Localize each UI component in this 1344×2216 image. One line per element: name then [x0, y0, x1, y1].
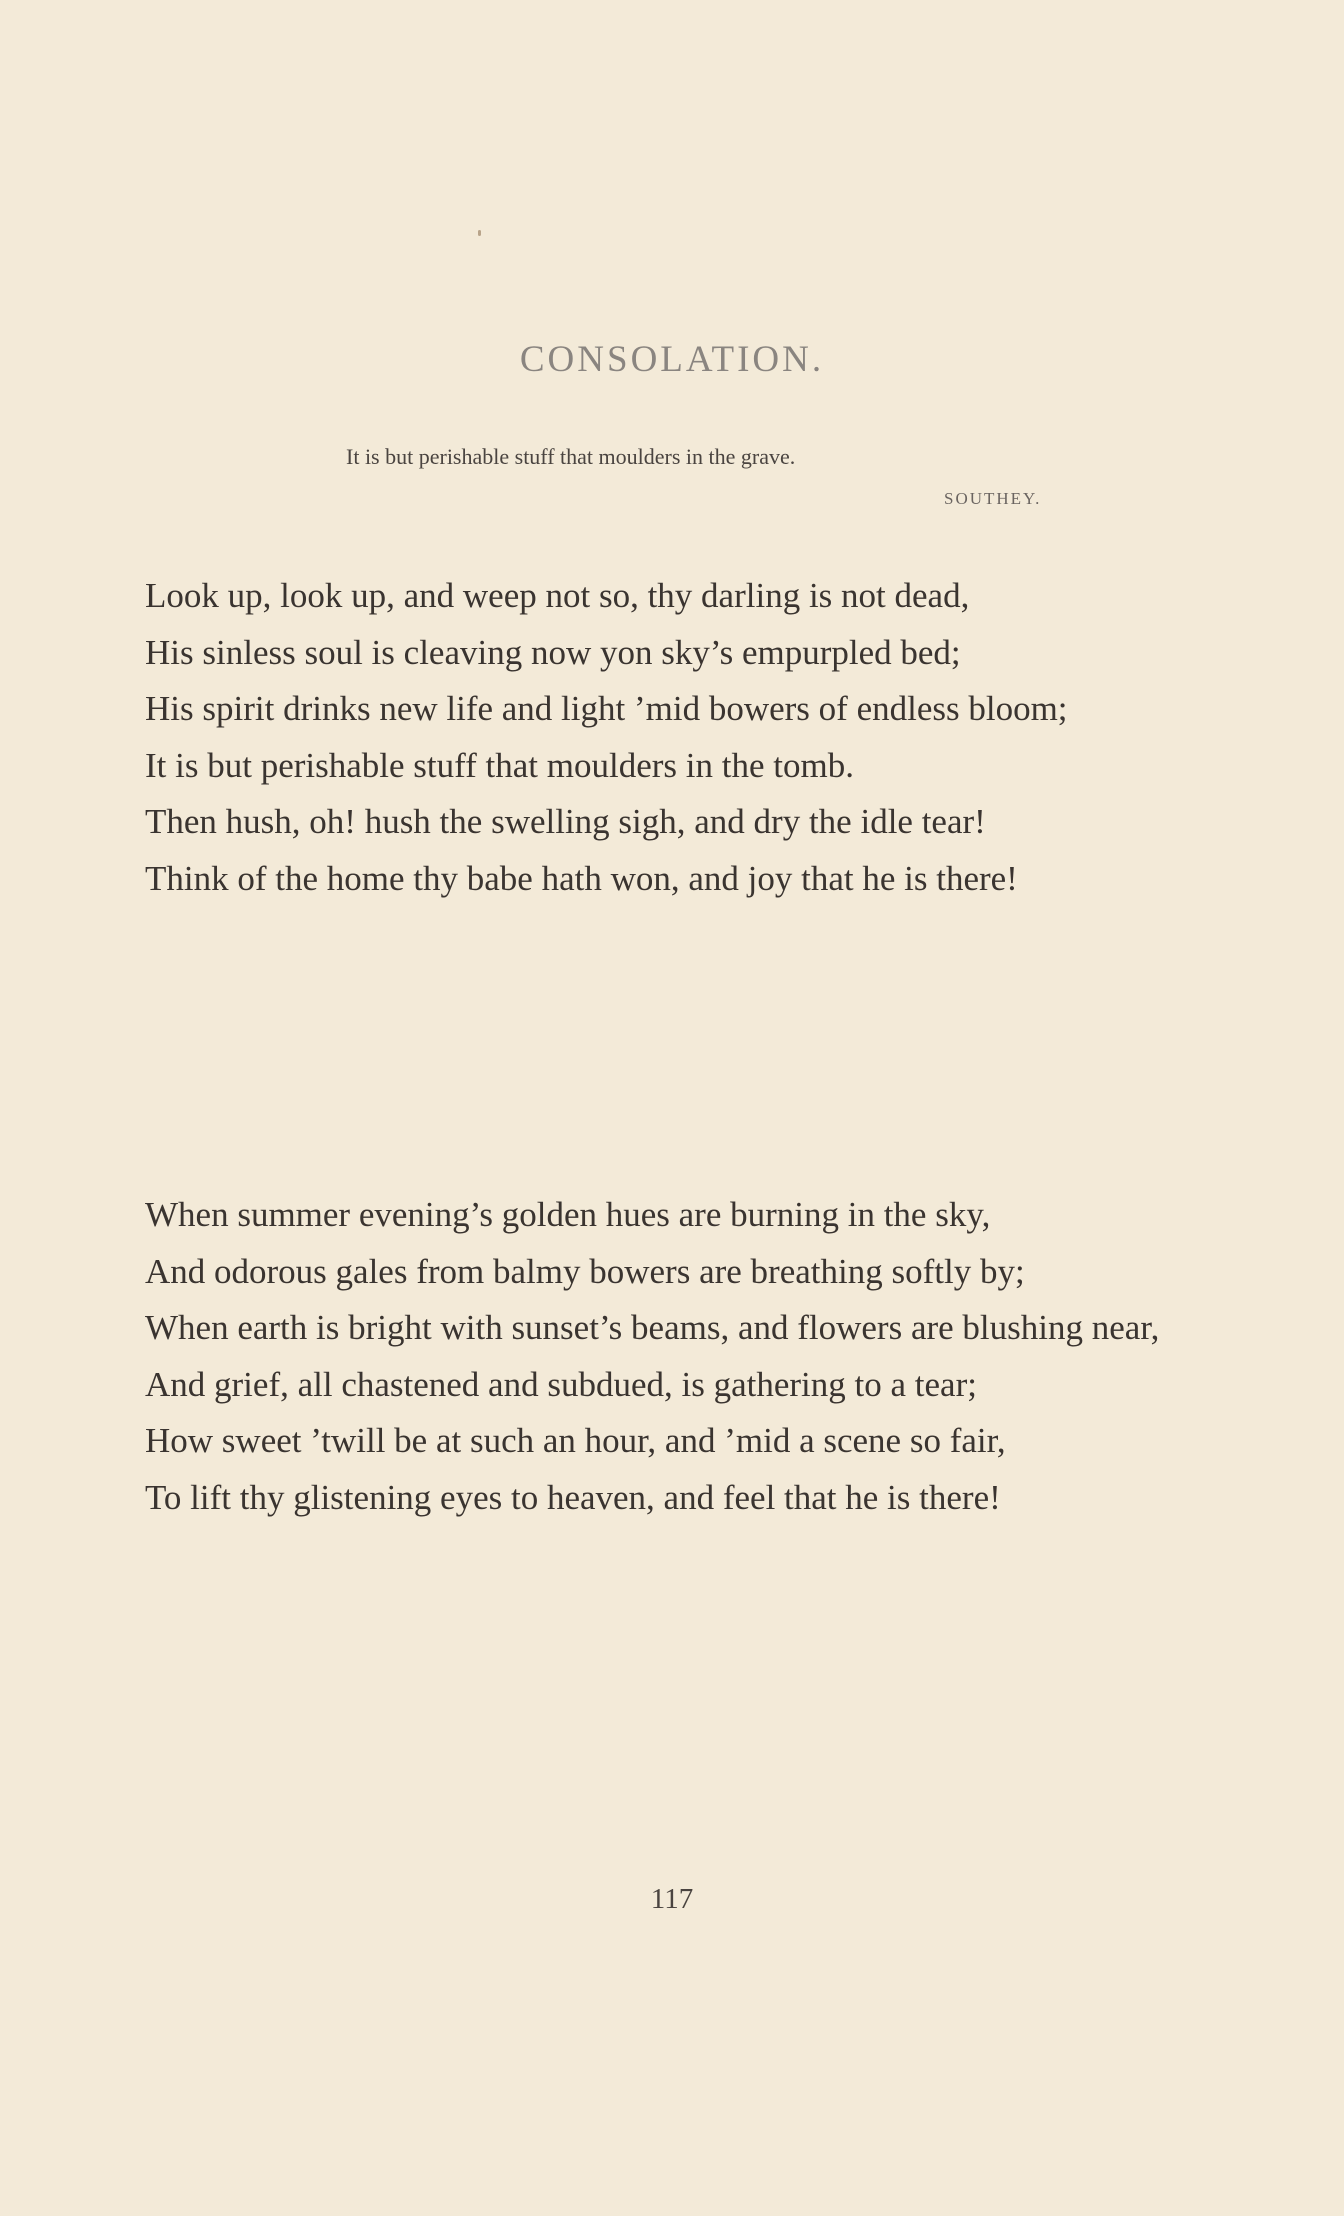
verse-line: It is but perishable stuff that moulders in the tomb.: [145, 745, 854, 785]
stanza-1: [145, 568, 1225, 907]
verse-line: Look up, look up, and weep not so, thy darling is not dead,: [145, 576, 970, 615]
verse-line: How sweet ’twill be at such an hour, and ’mid a scene so fair,: [145, 1421, 1006, 1460]
verse-line: When earth is bright with sunset’s beams, and flowers are blushing near,: [145, 1308, 1160, 1347]
epigraph-author: SOUTHEY.: [944, 489, 1042, 508]
paper-speck: [478, 230, 481, 236]
verse-line: His sinless soul is cleaving now yon sky’s empurpled bed;: [145, 632, 961, 672]
page-number: 117: [650, 1883, 694, 1915]
verse-line: And odorous gales from balmy bowers are breathing softly by;: [145, 1251, 1025, 1291]
verse-line: His spirit drinks new life and light ’mid bowers of endless bloom;: [145, 689, 1068, 728]
stanza-2: [145, 1187, 1225, 1526]
verse-line: And grief, all chastened and subdued, is gathering to a tear;: [145, 1364, 977, 1404]
verse-line: Then hush, oh! hush the swelling sigh, and dry the idle tear!: [145, 802, 986, 841]
verse-line: When summer evening’s golden hues are burning in the sky,: [145, 1195, 991, 1234]
verse-line: Think of the home thy babe hath won, and joy that he is there!: [145, 858, 1018, 898]
verse-line: To lift thy glistening eyes to heaven, and feel that he is there!: [145, 1477, 1001, 1517]
epigraph-quote: It is but perishable stuff that moulders in the grave.: [346, 444, 796, 469]
poem-title: CONSOLATION.: [519, 339, 825, 380]
